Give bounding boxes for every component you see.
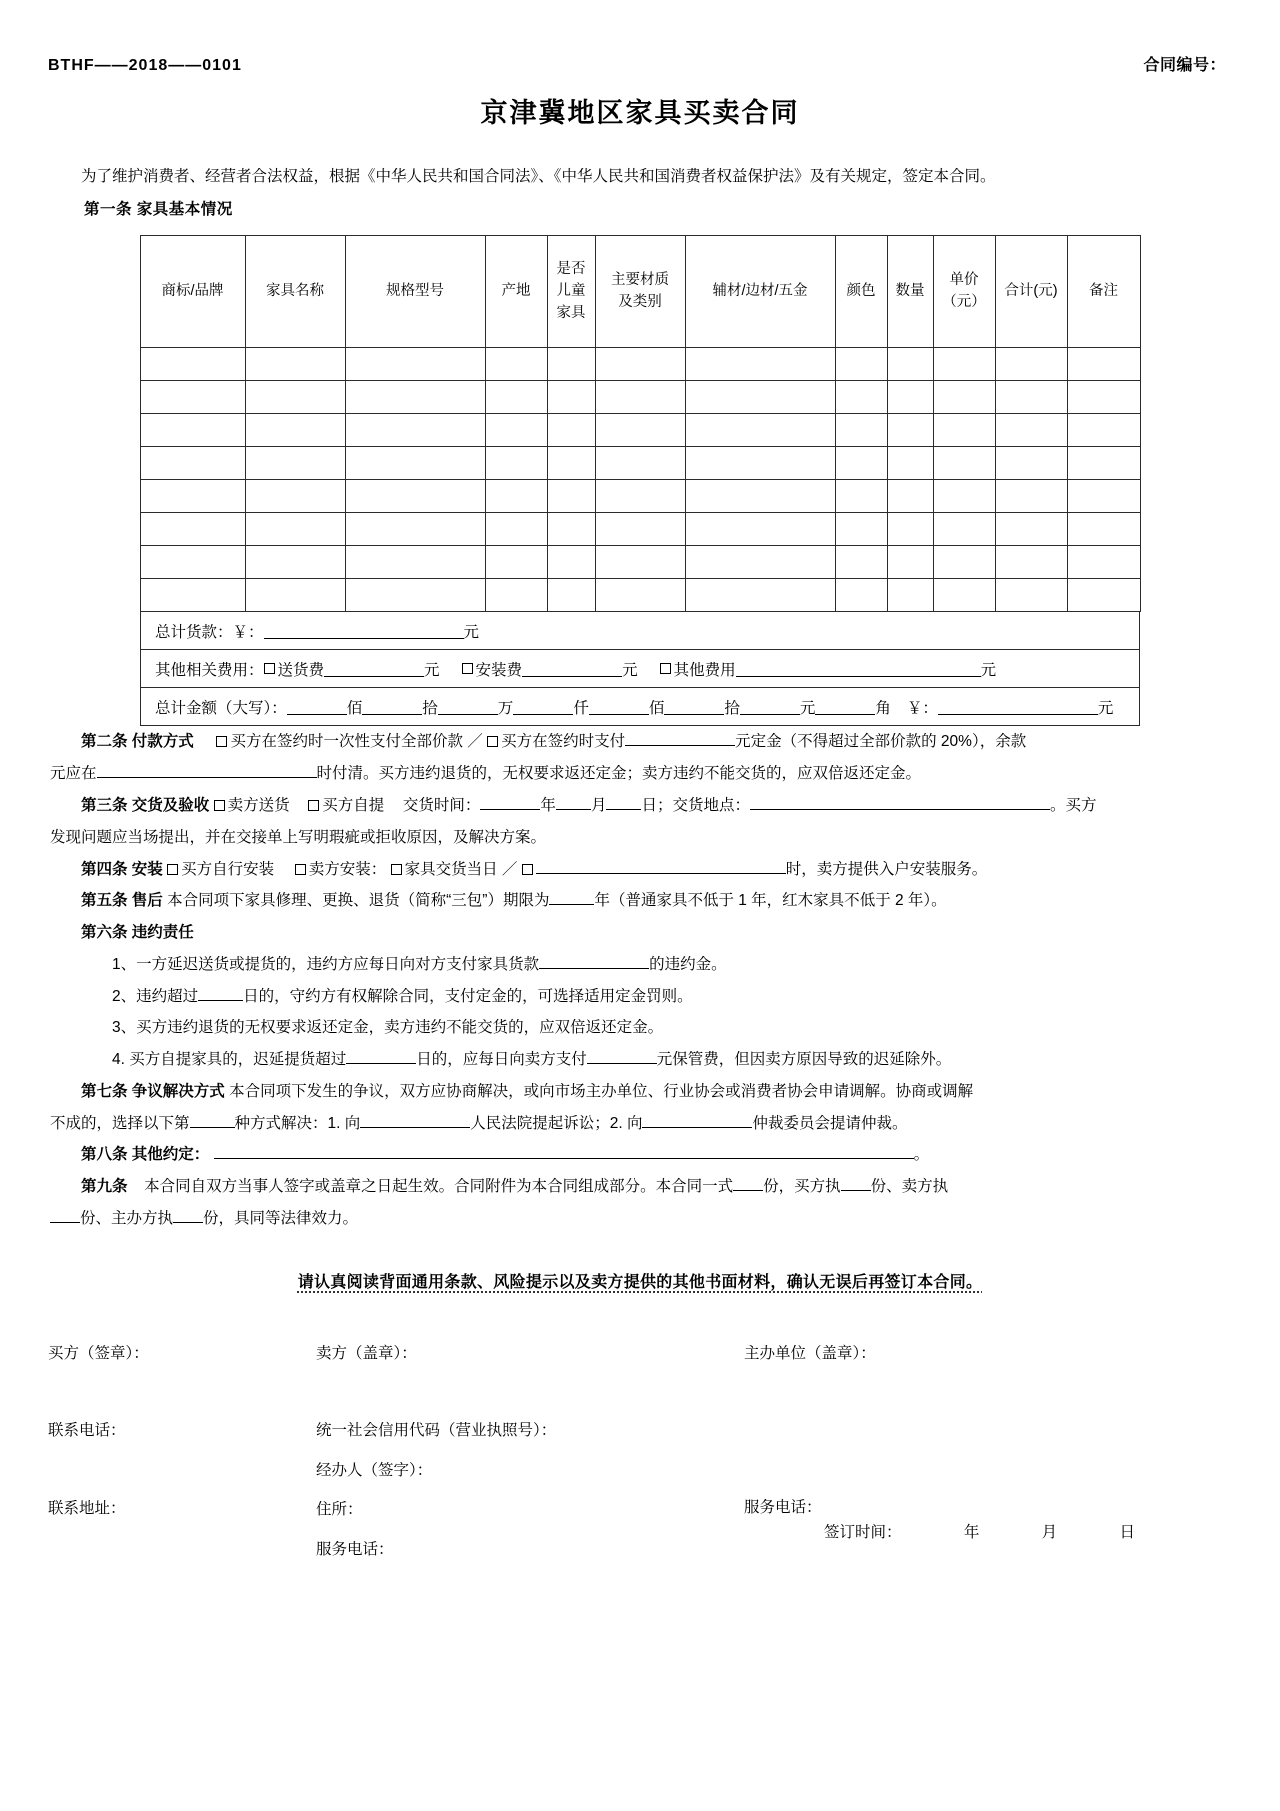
a6-1-post: 的违约金。 bbox=[649, 955, 727, 973]
pay-slash: ／ bbox=[467, 733, 483, 751]
cell[interactable] bbox=[835, 348, 887, 381]
pay-deposit-pre: 买方在签约时支付 bbox=[501, 733, 626, 751]
signature-section bbox=[44, 1334, 1236, 1574]
article-9 bbox=[50, 1171, 1228, 1203]
furniture-items-table bbox=[140, 235, 1141, 612]
cap-yen-unit: 元 bbox=[1097, 699, 1114, 717]
sign-date-row bbox=[744, 1520, 1135, 1542]
delivery-month-input[interactable] bbox=[556, 793, 591, 810]
contract-number-label: 合同编号： bbox=[1143, 57, 1226, 74]
delivery-month-unit: 月 bbox=[590, 796, 607, 814]
cap-input-shi1[interactable] bbox=[362, 698, 422, 715]
cap-yen-label: ￥： bbox=[906, 699, 938, 717]
cell[interactable] bbox=[547, 348, 595, 381]
article-6-title-row bbox=[50, 917, 1228, 949]
cell[interactable] bbox=[485, 348, 547, 381]
col-quantity: 数量 bbox=[887, 236, 933, 348]
cell[interactable] bbox=[1067, 546, 1140, 579]
total-goods-label: 总计货款：￥： bbox=[155, 623, 264, 641]
article-6-item-3: 3、买方违约退货的无权要求返还定金，卖方违约不能交货的，应双倍返还定金。 bbox=[112, 1019, 664, 1037]
article-3-title: 第三条 交货及验收 bbox=[81, 796, 210, 814]
cell[interactable] bbox=[485, 381, 547, 414]
cell[interactable] bbox=[933, 447, 995, 480]
cell[interactable] bbox=[933, 579, 995, 612]
total-goods-row bbox=[140, 612, 1140, 650]
cap-unit-bai1: 佰 bbox=[346, 699, 363, 717]
article-6-title: 第六条 违约责任 bbox=[81, 924, 194, 942]
cell[interactable] bbox=[140, 579, 245, 612]
cell[interactable] bbox=[485, 447, 547, 480]
cap-input-jiao[interactable] bbox=[815, 698, 875, 715]
buyer-pickup-checkbox[interactable] bbox=[308, 800, 319, 811]
seller-operator-label[interactable]: 经办人（签字）： bbox=[316, 1461, 433, 1479]
delivery-year-unit: 年 bbox=[540, 796, 556, 814]
table-body bbox=[140, 348, 1140, 612]
cell[interactable] bbox=[685, 414, 835, 447]
warranty-years-input[interactable] bbox=[549, 888, 594, 905]
other-fee-checkbox[interactable] bbox=[660, 663, 671, 674]
a7-l2-mid2: 人民法院提起诉讼；2. 向 bbox=[470, 1114, 643, 1132]
cell[interactable] bbox=[140, 546, 245, 579]
pay-deposit-input[interactable] bbox=[625, 729, 735, 746]
col-origin: 产地 bbox=[485, 236, 547, 348]
sign-day[interactable]: 日 bbox=[1119, 1523, 1135, 1541]
organizer-sign-label[interactable]: 主办单位（盖章）： bbox=[744, 1344, 876, 1362]
a6-4-post: 元保管费，但因卖方原因导致的迟延除外。 bbox=[656, 1051, 952, 1069]
table-row[interactable] bbox=[140, 546, 1140, 579]
col-children-furniture: 是否 儿童 家具 bbox=[547, 236, 595, 348]
article-7 bbox=[50, 1076, 1228, 1108]
cap-yen-input[interactable] bbox=[938, 698, 1098, 715]
delivery-place-label: 日；交货地点： bbox=[641, 796, 750, 814]
cap-unit-qian: 仟 bbox=[573, 699, 589, 717]
cap-input-qian[interactable] bbox=[513, 698, 573, 715]
total-capital-label: 总计金额（大写）： bbox=[155, 699, 287, 717]
article-4 bbox=[50, 854, 1228, 886]
pay-deposit-post: 元定金（不得超过全部价款的 20%），余款 bbox=[735, 733, 1027, 751]
cell[interactable] bbox=[933, 414, 995, 447]
cell[interactable] bbox=[1067, 480, 1140, 513]
install-fee-checkbox[interactable] bbox=[462, 663, 473, 674]
cell[interactable] bbox=[547, 513, 595, 546]
cell[interactable] bbox=[595, 513, 685, 546]
article-2 bbox=[50, 726, 1228, 758]
a9-m1: 份，买方执 bbox=[763, 1178, 841, 1196]
a6-4-mid: 日的，应每日向卖方支付 bbox=[416, 1051, 587, 1069]
seller-credit-code-label[interactable]: 统一社会信用代码（营业执照号）： bbox=[316, 1422, 557, 1440]
article-4-title: 第四条 安装 bbox=[81, 860, 163, 878]
cell[interactable] bbox=[485, 414, 547, 447]
cell[interactable] bbox=[995, 546, 1067, 579]
buyer-phone-label[interactable]: 联系电话： bbox=[48, 1422, 126, 1440]
cell[interactable] bbox=[140, 480, 245, 513]
cell[interactable] bbox=[345, 348, 485, 381]
cell[interactable] bbox=[933, 513, 995, 546]
a4-post: 时，卖方提供入户安装服务。 bbox=[785, 860, 988, 878]
cell[interactable] bbox=[547, 447, 595, 480]
cell[interactable] bbox=[995, 480, 1067, 513]
cell[interactable] bbox=[245, 546, 345, 579]
seller-install-checkbox[interactable] bbox=[295, 864, 306, 875]
table-row[interactable] bbox=[140, 513, 1140, 546]
cell[interactable] bbox=[595, 414, 685, 447]
organizer-column bbox=[744, 1334, 876, 1528]
cell[interactable] bbox=[485, 480, 547, 513]
a2-line2-pre: 元应在 bbox=[50, 765, 97, 783]
article-2-title: 第二条 付款方式 bbox=[81, 733, 194, 751]
seller-sign-label[interactable]: 卖方（盖章）： bbox=[316, 1344, 417, 1362]
cell[interactable] bbox=[835, 513, 887, 546]
delivery-place-input[interactable] bbox=[750, 793, 1050, 810]
cap-input-bai1[interactable] bbox=[287, 698, 347, 715]
cell[interactable] bbox=[835, 381, 887, 414]
cell[interactable] bbox=[547, 480, 595, 513]
cell[interactable] bbox=[345, 546, 485, 579]
cap-input-bai2[interactable] bbox=[589, 698, 649, 715]
cell[interactable] bbox=[835, 480, 887, 513]
cell[interactable] bbox=[835, 579, 887, 612]
a5-post: 年（普通家具不低于 1 年，红木家具不低于 2 年）。 bbox=[594, 892, 947, 910]
a6-2-post: 日的，守约方有权解除合同，支付定金的，可选择适用定金罚则。 bbox=[243, 987, 693, 1005]
other-fees-row bbox=[140, 650, 1140, 688]
article-9-line2 bbox=[50, 1203, 1228, 1235]
cell[interactable] bbox=[140, 414, 245, 447]
cell[interactable] bbox=[547, 381, 595, 414]
court-input[interactable] bbox=[360, 1111, 470, 1128]
buyer-column bbox=[48, 1334, 149, 1529]
cell[interactable] bbox=[887, 348, 933, 381]
document-header bbox=[44, 52, 1236, 75]
cell[interactable] bbox=[595, 579, 685, 612]
cell[interactable] bbox=[345, 447, 485, 480]
cell[interactable] bbox=[887, 381, 933, 414]
cell[interactable] bbox=[995, 348, 1067, 381]
other-agreement-input[interactable] bbox=[214, 1142, 914, 1159]
table-row[interactable] bbox=[140, 447, 1140, 480]
cap-unit-yuan: 元 bbox=[799, 699, 816, 717]
page-title: 京津冀地区家具买卖合同 bbox=[480, 98, 800, 128]
a6-4-days-input[interactable] bbox=[346, 1047, 416, 1064]
col-main-material: 主要材质 及类别 bbox=[595, 236, 685, 348]
cap-input-yuan[interactable] bbox=[740, 698, 800, 715]
copies-seller-input[interactable] bbox=[50, 1206, 80, 1223]
table-header-row bbox=[140, 236, 1140, 348]
a8-end: 。 bbox=[913, 1146, 930, 1164]
a4-slash: ／ bbox=[501, 860, 518, 878]
cell[interactable] bbox=[245, 579, 345, 612]
organizer-service-phone-label[interactable]: 服务电话： bbox=[744, 1499, 822, 1517]
a7-l2-post: 仲裁委员会提请仲裁。 bbox=[752, 1114, 908, 1132]
cell[interactable] bbox=[933, 546, 995, 579]
cap-input-wan[interactable] bbox=[438, 698, 498, 715]
article-9-title: 第九条 bbox=[81, 1178, 128, 1196]
self-install-checkbox[interactable] bbox=[167, 864, 178, 875]
article-8 bbox=[50, 1139, 1228, 1171]
cell[interactable] bbox=[595, 546, 685, 579]
delivery-fee-input[interactable] bbox=[324, 660, 424, 677]
cell[interactable] bbox=[345, 579, 485, 612]
cell[interactable] bbox=[887, 579, 933, 612]
cell[interactable] bbox=[835, 414, 887, 447]
delivery-time-label: 交货时间： bbox=[402, 796, 481, 814]
cell[interactable] bbox=[887, 414, 933, 447]
cell[interactable] bbox=[345, 381, 485, 414]
cell[interactable] bbox=[140, 513, 245, 546]
a6-2-pre: 2、违约超过 bbox=[112, 987, 199, 1005]
cell[interactable] bbox=[995, 447, 1067, 480]
cell[interactable] bbox=[1067, 579, 1140, 612]
a7-l2-mid1: 种方式解决：1. 向 bbox=[234, 1114, 361, 1132]
cell[interactable] bbox=[685, 348, 835, 381]
other-fee-label: 其他费用 bbox=[673, 661, 736, 679]
buyer-pickup-label: 买方自提 bbox=[322, 796, 385, 814]
delivery-day-input[interactable] bbox=[606, 793, 641, 810]
install-same-day-label: 家具交货当日 bbox=[404, 860, 498, 878]
cell[interactable] bbox=[685, 381, 835, 414]
sign-time-label: 签订时间： bbox=[824, 1523, 902, 1541]
a3-end: 。买方 bbox=[1049, 796, 1097, 814]
article-3 bbox=[50, 790, 1228, 822]
cap-unit-jiao: 角 bbox=[875, 699, 891, 717]
other-fees-label: 其他相关费用： bbox=[155, 661, 264, 679]
cell[interactable] bbox=[995, 414, 1067, 447]
a9-m2: 份、卖方执 bbox=[870, 1178, 949, 1196]
cell[interactable] bbox=[595, 381, 685, 414]
table-row[interactable] bbox=[140, 414, 1140, 447]
a6-1-pre: 1、一方延迟送货或提货的，违约方应每日向对方支付家具货款 bbox=[112, 955, 540, 973]
seller-delivery-label: 卖方送货 bbox=[227, 796, 290, 814]
install-other-input[interactable] bbox=[536, 857, 786, 874]
a2-line2-input[interactable] bbox=[97, 761, 317, 778]
a6-4-fee-input[interactable] bbox=[587, 1047, 657, 1064]
reading-notice: 请认真阅读背面通用条款、风险提示以及卖方提供的其他书面材料，确认无误后再签订本合同。 bbox=[297, 1273, 983, 1291]
other-fee-unit: 元 bbox=[980, 661, 997, 679]
cell[interactable] bbox=[140, 381, 245, 414]
cell[interactable] bbox=[685, 447, 835, 480]
cell[interactable] bbox=[995, 513, 1067, 546]
article-3-line2: 发现问题应当场提出，并在交接单上写明瑕疵或拒收原因，及解决方案。 bbox=[50, 828, 547, 846]
col-furniture-name: 家具名称 bbox=[245, 236, 345, 348]
copies-organizer-input[interactable] bbox=[173, 1206, 203, 1223]
cell[interactable] bbox=[1067, 414, 1140, 447]
cell[interactable] bbox=[1067, 447, 1140, 480]
install-same-day-checkbox[interactable] bbox=[391, 864, 402, 875]
cell[interactable] bbox=[1067, 513, 1140, 546]
arbitration-input[interactable] bbox=[642, 1111, 752, 1128]
self-install-label: 买方自行安装 bbox=[181, 860, 275, 878]
pay-full-label: 买方在签约时一次性支付全部价款 bbox=[230, 733, 463, 751]
article-6-item-4 bbox=[50, 1044, 1228, 1076]
cell[interactable] bbox=[933, 348, 995, 381]
cell[interactable] bbox=[685, 579, 835, 612]
table-row[interactable] bbox=[140, 579, 1140, 612]
cap-unit-shi2: 拾 bbox=[724, 699, 740, 717]
cell[interactable] bbox=[245, 480, 345, 513]
pay-deposit-checkbox[interactable] bbox=[487, 736, 498, 747]
cell[interactable] bbox=[245, 414, 345, 447]
col-spec-model: 规格型号 bbox=[345, 236, 485, 348]
cell[interactable] bbox=[485, 546, 547, 579]
cell[interactable] bbox=[995, 381, 1067, 414]
sign-month[interactable]: 月 bbox=[1041, 1523, 1058, 1541]
a9-l2-2: 份，具同等法律效力。 bbox=[203, 1209, 359, 1227]
cell[interactable] bbox=[685, 513, 835, 546]
delivery-fee-checkbox[interactable] bbox=[264, 663, 275, 674]
copies-buyer-input[interactable] bbox=[841, 1174, 871, 1191]
cell[interactable] bbox=[547, 579, 595, 612]
cell[interactable] bbox=[887, 480, 933, 513]
cell[interactable] bbox=[485, 513, 547, 546]
sign-year[interactable]: 年 bbox=[963, 1523, 980, 1541]
article-5 bbox=[50, 885, 1228, 917]
table-row[interactable] bbox=[140, 348, 1140, 381]
document-code: BTHF——2018——0101 bbox=[48, 57, 242, 74]
install-fee-unit: 元 bbox=[622, 661, 638, 679]
cap-input-shi2[interactable] bbox=[664, 698, 724, 715]
article-7-title: 第七条 争议解决方式 bbox=[81, 1082, 225, 1100]
seller-domicile-label[interactable]: 住所： bbox=[316, 1501, 363, 1519]
install-fee-input[interactable] bbox=[522, 660, 622, 677]
install-fee-label: 安装费 bbox=[475, 661, 523, 679]
cell[interactable] bbox=[595, 348, 685, 381]
cap-unit-shi1: 拾 bbox=[422, 699, 438, 717]
delivery-fee-unit: 元 bbox=[424, 661, 440, 679]
cell[interactable] bbox=[245, 513, 345, 546]
cell[interactable] bbox=[547, 414, 595, 447]
col-unit-price: 单价 （元） bbox=[933, 236, 995, 348]
cell[interactable] bbox=[345, 480, 485, 513]
pay-full-checkbox[interactable] bbox=[216, 736, 227, 747]
cell[interactable] bbox=[933, 381, 995, 414]
a6-2-input[interactable] bbox=[198, 984, 243, 1001]
cell[interactable] bbox=[887, 447, 933, 480]
cell[interactable] bbox=[140, 447, 245, 480]
seller-service-phone-label[interactable]: 服务电话： bbox=[316, 1540, 394, 1558]
total-goods-input[interactable] bbox=[264, 622, 464, 639]
cell[interactable] bbox=[345, 513, 485, 546]
cell[interactable] bbox=[995, 579, 1067, 612]
table-row[interactable] bbox=[140, 480, 1140, 513]
cell[interactable] bbox=[685, 480, 835, 513]
article-7-line2 bbox=[50, 1108, 1228, 1140]
cell[interactable] bbox=[1067, 381, 1140, 414]
col-total-price: 合计(元) bbox=[995, 236, 1067, 348]
col-remark: 备注 bbox=[1067, 236, 1140, 348]
install-other-checkbox[interactable] bbox=[522, 864, 533, 875]
a7-l2-pre: 不成的，选择以下第 bbox=[50, 1114, 190, 1132]
cell[interactable] bbox=[547, 546, 595, 579]
delivery-fee-label: 送货费 bbox=[277, 661, 325, 679]
col-brand: 商标/品牌 bbox=[140, 236, 245, 348]
a9-pre: 本合同自双方当事人签字或盖章之日起生效。合同附件为本合同组成部分。本合同一式 bbox=[144, 1178, 734, 1196]
cell[interactable] bbox=[595, 447, 685, 480]
a6-1-input[interactable] bbox=[539, 952, 649, 969]
article-8-title: 第八条 其他约定： bbox=[81, 1146, 210, 1164]
article-1-title: 第一条 家具基本情况 bbox=[84, 201, 233, 219]
buyer-sign-label[interactable]: 买方（签章）： bbox=[48, 1344, 149, 1362]
buyer-address-label[interactable]: 联系地址： bbox=[48, 1499, 126, 1517]
cell[interactable] bbox=[685, 546, 835, 579]
cell[interactable] bbox=[1067, 348, 1140, 381]
cell[interactable] bbox=[245, 447, 345, 480]
cell[interactable] bbox=[140, 348, 245, 381]
cell[interactable] bbox=[933, 480, 995, 513]
cell[interactable] bbox=[835, 546, 887, 579]
a6-4-pre: 4. 买方自提家具的，迟延提货超过 bbox=[112, 1051, 347, 1069]
cell[interactable] bbox=[245, 348, 345, 381]
cell[interactable] bbox=[245, 381, 345, 414]
cell[interactable] bbox=[345, 414, 485, 447]
cell[interactable] bbox=[887, 513, 933, 546]
a5-pre: 本合同项下家具修理、更换、退货（简称“三包”）期限为 bbox=[167, 892, 550, 910]
seller-install-label: 卖方安装： bbox=[308, 860, 387, 878]
cell[interactable] bbox=[595, 480, 685, 513]
article-6-item-2 bbox=[50, 981, 1228, 1013]
cap-unit-wan: 万 bbox=[497, 699, 514, 717]
a7-text: 本合同项下发生的争议，双方应协商解决，或向市场主办单位、行业协会或消费者协会申请调解。协商或调解 bbox=[229, 1082, 974, 1100]
a9-l2-1: 份、主办方执 bbox=[80, 1209, 174, 1227]
delivery-year-input[interactable] bbox=[480, 793, 540, 810]
seller-column bbox=[316, 1334, 556, 1570]
table-row[interactable] bbox=[140, 381, 1140, 414]
cell[interactable] bbox=[485, 579, 547, 612]
other-fee-input[interactable] bbox=[736, 660, 981, 677]
dispute-method-input[interactable] bbox=[190, 1111, 235, 1128]
intro-paragraph: 为了维护消费者、经营者合法权益，根据《中华人民共和国合同法》、《中华人民共和国消费者权益保护法》及有关规定，签定本合同。 bbox=[81, 168, 996, 185]
cell[interactable] bbox=[887, 546, 933, 579]
total-goods-unit: 元 bbox=[463, 623, 480, 641]
a2-line2-post: 时付清。买方违约退货的，无权要求返还定金；卖方违约不能交货的，应双倍返还定金。 bbox=[316, 765, 922, 783]
col-auxiliary-material: 辅材/边材/五金 bbox=[685, 236, 835, 348]
total-capital-row bbox=[140, 688, 1140, 726]
col-color: 颜色 bbox=[835, 236, 887, 348]
contract-clauses bbox=[44, 726, 1236, 1234]
article-2-line2 bbox=[50, 758, 1228, 790]
article-5-title: 第五条 售后 bbox=[81, 892, 163, 910]
cap-unit-bai2: 佰 bbox=[648, 699, 665, 717]
summary-section bbox=[140, 612, 1140, 726]
copies-total-input[interactable] bbox=[733, 1174, 763, 1191]
seller-delivery-checkbox[interactable] bbox=[214, 800, 225, 811]
article-6-item-1 bbox=[50, 949, 1228, 981]
cell[interactable] bbox=[835, 447, 887, 480]
